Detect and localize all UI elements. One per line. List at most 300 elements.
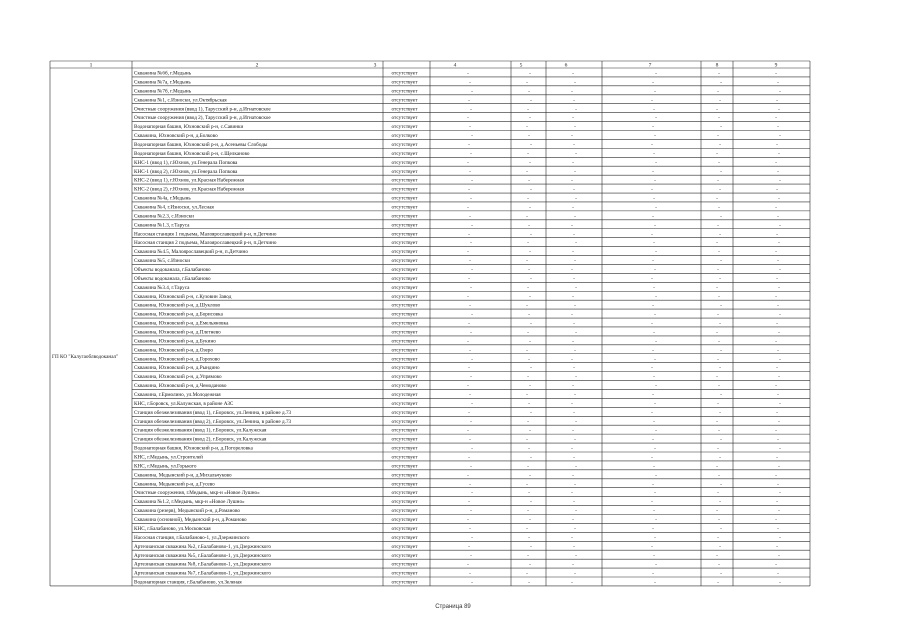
status-value: отсутствует	[391, 356, 418, 363]
dash-cell: -	[654, 133, 656, 140]
dash-cell: -	[655, 70, 657, 77]
dash-cell: -	[651, 231, 653, 238]
dash-cell: -	[653, 240, 655, 247]
object-name: Станция обезжелезивания (ввод 1), г.Боровск, ул.Ленина, в районе д.73	[134, 409, 292, 416]
dash-cell: -	[470, 106, 472, 113]
status-value: отсутствует	[391, 454, 418, 461]
dash-cell: -	[530, 231, 532, 238]
dash-cell: -	[575, 329, 577, 336]
object-name: Скважина, Юхновский р-н, д.Болково	[134, 133, 218, 140]
object-name: Скважина №3.4, г.Таруса	[134, 284, 190, 291]
dash-cell: -	[528, 445, 530, 452]
object-name: КНС, г.Балабаново, ул.Московская	[134, 525, 211, 532]
dash-cell: -	[654, 445, 656, 452]
table-row	[134, 337, 777, 344]
dash-cell: -	[526, 481, 528, 488]
dash-cell: -	[469, 79, 471, 86]
dash-cell: -	[470, 374, 472, 381]
dash-cell: -	[775, 472, 777, 479]
dash-cell: -	[720, 79, 722, 86]
dash-cell: -	[469, 168, 471, 175]
status-value: отсутствует	[391, 258, 418, 265]
table-row	[134, 392, 779, 398]
object-name: Скважина, Юхновский р-н, с.Кузовин Завод	[134, 293, 232, 300]
dash-cell: -	[572, 293, 574, 300]
dash-cell: -	[776, 231, 778, 238]
dash-cell: -	[651, 275, 653, 282]
dash-cell: -	[654, 311, 656, 318]
object-name: Очистные сооружения (ввод 2), Тарусский р-н, д.Игнатовское	[134, 115, 271, 122]
status-value: отсутствует	[391, 552, 418, 559]
dash-cell: -	[778, 508, 780, 515]
dash-cell: -	[575, 374, 577, 381]
status-value: отсутствует	[391, 472, 418, 479]
object-name: Станция обезжелезивания (ввод 2), г.Боровск, ул.Ленина, в районе д.73	[134, 418, 292, 425]
dash-cell: -	[717, 88, 719, 95]
dash-cell: -	[720, 302, 722, 309]
dash-cell: -	[468, 141, 470, 148]
object-name: Скважина, Юхновский р-н, д.Емельяновка	[134, 320, 229, 327]
dash-cell: -	[574, 436, 576, 443]
status-value: отсутствует	[391, 186, 418, 193]
status-value: отсутствует	[391, 320, 418, 327]
object-name: Водонапорная башня, Юхновский р-н, д.Асеньевы Слободы	[134, 141, 268, 148]
object-name: Скважина, Юхновский р-н, д.Плетнево	[134, 329, 221, 336]
object-name: Насосная станция 2 подъема, Малоярославецкий р-н, п.Детчино	[134, 240, 277, 247]
dash-cell: -	[777, 570, 779, 577]
dash-cell: -	[651, 365, 653, 372]
dash-cell: -	[654, 222, 656, 229]
table-row	[134, 507, 780, 514]
dash-cell: -	[528, 133, 530, 140]
dash-cell: -	[470, 284, 472, 291]
dash-cell: -	[653, 374, 655, 381]
dash-cell: -	[719, 409, 721, 416]
dash-cell: -	[716, 240, 718, 247]
dash-cell: -	[467, 517, 469, 524]
table-row	[134, 418, 780, 425]
status-value: отсутствует	[391, 490, 418, 497]
dash-cell: -	[468, 231, 470, 238]
dash-cell: -	[571, 88, 573, 95]
dash-cell: -	[527, 240, 529, 247]
dash-cell: -	[717, 445, 719, 452]
dash-cell: -	[529, 427, 531, 434]
dash-cell: -	[572, 383, 574, 390]
table-row	[134, 382, 777, 389]
dash-cell: -	[775, 115, 777, 122]
dash-cell: -	[571, 266, 573, 273]
dash-cell: -	[467, 204, 469, 211]
object-name: Очистные сооружения (ввод 1), Тарусский р-н, д.Игнатовское	[134, 106, 271, 113]
table-row	[134, 70, 777, 77]
table-row	[134, 105, 780, 112]
dash-cell: -	[527, 508, 529, 515]
dash-cell: -	[528, 490, 530, 497]
dash-cell: -	[716, 150, 718, 157]
table-row	[134, 213, 779, 219]
dash-cell: -	[653, 284, 655, 291]
object-name: Скважина (основной), Медынский р-н, д.Романово	[134, 517, 247, 524]
dash-cell: -	[471, 445, 473, 452]
dash-cell: -	[529, 517, 531, 524]
table-body	[134, 70, 781, 586]
dash-cell: -	[775, 427, 777, 434]
dash-cell: -	[651, 97, 653, 104]
dash-cell: -	[469, 302, 471, 309]
object-name: КНС, г.Медынь, ул.Горького	[134, 463, 197, 470]
dash-cell: -	[719, 275, 721, 282]
status-value: отсутствует	[391, 392, 418, 399]
dash-cell: -	[718, 472, 720, 479]
object-name: Скважина, Юхновский р-н, д.Рындино	[134, 365, 220, 372]
dash-cell: -	[655, 115, 657, 122]
table-row	[134, 159, 777, 166]
dash-cell: -	[779, 445, 781, 452]
dash-cell: -	[467, 383, 469, 390]
dash-cell: -	[572, 338, 574, 345]
dash-cell: -	[654, 356, 656, 363]
dash-cell: -	[527, 463, 529, 470]
dash-cell: -	[573, 365, 575, 372]
status-value: отсутствует	[391, 150, 418, 157]
dash-cell: -	[653, 552, 655, 559]
dash-cell: -	[719, 454, 721, 461]
dash-cell: -	[651, 454, 653, 461]
dash-cell: -	[530, 543, 532, 550]
dash-cell: -	[778, 374, 780, 381]
dash-cell: -	[529, 293, 531, 300]
header-col-number: 2	[255, 62, 259, 69]
dash-cell: -	[573, 141, 575, 148]
dash-cell: -	[718, 70, 720, 77]
dash-cell: -	[652, 436, 654, 443]
status-value: отсутствует	[391, 240, 418, 247]
dash-cell: -	[777, 258, 779, 265]
object-name: Водонапорная башня, Юхновский р-н, д.Погореловка	[134, 445, 253, 452]
table-row	[134, 275, 778, 282]
dash-cell: -	[575, 552, 577, 559]
table-row	[134, 543, 778, 550]
dash-cell: -	[571, 490, 573, 497]
dash-cell: -	[471, 266, 473, 273]
dash-cell: -	[716, 329, 718, 336]
dash-cell: -	[469, 392, 471, 399]
table-row	[134, 196, 780, 202]
dash-cell: -	[775, 293, 777, 300]
dash-cell: -	[652, 124, 654, 131]
dash-cell: -	[651, 409, 653, 416]
dash-cell: -	[526, 525, 528, 532]
dash-cell: -	[470, 329, 472, 336]
dash-cell: -	[778, 463, 780, 470]
dash-cell: -	[571, 177, 573, 184]
dash-cell: -	[654, 534, 656, 541]
dash-cell: -	[528, 266, 530, 273]
dash-cell: -	[651, 499, 653, 506]
status-value: отсутствует	[391, 311, 418, 318]
dash-cell: -	[652, 302, 654, 309]
dash-cell: -	[778, 195, 780, 202]
dash-cell: -	[717, 266, 719, 273]
status-value: отсутствует	[391, 204, 418, 211]
status-value: отсутствует	[391, 124, 418, 131]
table-row	[134, 132, 781, 139]
object-name: Скважина №4.5, Малоярославецкий р-н, п.Детчино	[134, 249, 248, 256]
dash-cell: -	[527, 195, 529, 202]
dash-cell: -	[716, 106, 718, 113]
dash-cell: -	[572, 115, 574, 122]
dash-cell: -	[574, 79, 576, 86]
dash-cell: -	[778, 552, 780, 559]
dash-cell: -	[529, 70, 531, 77]
dash-cell: -	[574, 168, 576, 175]
status-value: отсутствует	[391, 97, 418, 104]
dash-cell: -	[575, 418, 577, 425]
dash-cell: -	[651, 543, 653, 550]
dash-cell: -	[775, 159, 777, 166]
dash-cell: -	[655, 472, 657, 479]
dash-cell: -	[651, 141, 653, 148]
dash-cell: -	[718, 249, 720, 256]
dash-cell: -	[572, 249, 574, 256]
dash-cell: -	[719, 186, 721, 193]
table-row	[134, 239, 780, 246]
dash-cell: -	[471, 177, 473, 184]
table-row	[134, 123, 779, 130]
dash-cell: -	[529, 338, 531, 345]
dash-cell: -	[652, 570, 654, 577]
dash-cell: -	[777, 481, 779, 488]
table-row	[134, 579, 781, 586]
dash-cell: -	[468, 499, 470, 506]
status-value: отсутствует	[391, 275, 418, 282]
object-name: Артезианская скважина №5, г.Балабаново-1, ул.Дзержинского	[134, 552, 271, 559]
dash-cell: -	[530, 275, 532, 282]
object-name: Скважина, Юхновский р-н, д.Борисовка	[134, 311, 223, 318]
table-row	[134, 364, 778, 371]
dash-cell: -	[779, 490, 781, 497]
status-value: отсутствует	[391, 347, 418, 354]
dash-cell: -	[528, 88, 530, 95]
dash-cell: -	[574, 302, 576, 309]
dash-cell: -	[652, 392, 654, 399]
header-col-number: 1	[89, 62, 93, 69]
header-col-number: 6	[564, 62, 568, 69]
dash-cell: -	[717, 400, 719, 407]
status-value: отсутствует	[391, 213, 418, 220]
dash-cell: -	[777, 124, 779, 131]
dash-cell: -	[573, 320, 575, 327]
dash-cell: -	[776, 275, 778, 282]
object-name: КНС-1 (ввод 2), г.Юхнов, ул.Генерала Попкова	[134, 168, 238, 175]
page-footer	[0, 604, 906, 610]
dash-cell: -	[776, 320, 778, 327]
dash-cell: -	[654, 400, 656, 407]
dash-cell: -	[655, 338, 657, 345]
dash-cell: -	[467, 338, 469, 345]
dash-cell: -	[720, 570, 722, 577]
status-value: отсутствует	[391, 463, 418, 470]
dash-cell: -	[573, 275, 575, 282]
table-row	[134, 248, 777, 255]
dash-cell: -	[572, 70, 574, 77]
status-value: отсутствует	[391, 499, 418, 506]
dash-cell: -	[468, 365, 470, 372]
dash-cell: -	[471, 490, 473, 497]
table-row	[134, 454, 778, 461]
dash-cell: -	[654, 266, 656, 273]
dash-cell: -	[471, 222, 473, 229]
object-name: Очистные сооружения, г.Медынь, мкр-н «Новое Лушно»	[134, 490, 260, 497]
status-value: отсутствует	[391, 534, 418, 541]
dash-cell: -	[470, 195, 472, 202]
dash-cell: -	[717, 356, 719, 363]
dash-cell: -	[527, 552, 529, 559]
status-value: отсутствует	[391, 168, 418, 175]
dash-cell: -	[469, 124, 471, 131]
dash-cell: -	[526, 302, 528, 309]
table-row	[134, 141, 778, 148]
status-value: отсутствует	[391, 445, 418, 452]
table-row	[134, 87, 781, 94]
object-name: Скважина, г.Ермолино, ул.Молодежная	[134, 392, 221, 399]
status-value: отсутствует	[391, 418, 418, 425]
dash-cell: -	[574, 525, 576, 532]
status-value: отсутствует	[391, 436, 418, 443]
dash-cell: -	[467, 427, 469, 434]
table-row	[134, 534, 781, 541]
dash-cell: -	[775, 249, 777, 256]
dash-cell: -	[529, 561, 531, 568]
object-name: Скважина, Юхновский р-н, д.Букино	[134, 338, 216, 345]
object-name: Скважина №4а, г.Медынь	[134, 195, 191, 202]
dash-cell: -	[720, 436, 722, 443]
table-row	[134, 570, 779, 577]
dash-cell: -	[571, 222, 573, 229]
dash-cell: -	[526, 258, 528, 265]
dash-cell: -	[469, 258, 471, 265]
table-row	[134, 311, 781, 318]
dash-cell: -	[655, 383, 657, 390]
dash-cell: -	[470, 508, 472, 515]
dash-cell: -	[530, 186, 532, 193]
dash-cell: -	[527, 150, 529, 157]
table-row	[134, 177, 781, 184]
dash-cell: -	[571, 356, 573, 363]
dash-cell: -	[469, 436, 471, 443]
dash-cell: -	[778, 150, 780, 157]
dash-cell: -	[651, 186, 653, 193]
dash-cell: -	[718, 159, 720, 166]
dash-cell: -	[717, 222, 719, 229]
object-name: КНС, г.Медынь, ул.Строителей	[134, 454, 203, 461]
header-col-number: 7	[648, 62, 652, 69]
dash-cell: -	[468, 275, 470, 282]
dash-cell: -	[776, 186, 778, 193]
dash-cell: -	[718, 561, 720, 568]
dash-cell: -	[574, 258, 576, 265]
status-value: отсутствует	[391, 338, 418, 345]
status-value: отсутствует	[391, 293, 418, 300]
dash-cell: -	[719, 543, 721, 550]
table-row	[134, 436, 779, 443]
dash-cell: -	[717, 534, 719, 541]
dash-cell: -	[571, 400, 573, 407]
status-value: отсутствует	[391, 570, 418, 577]
dash-cell: -	[653, 329, 655, 336]
status-value: отсутствует	[391, 525, 418, 532]
object-name: Скважина, Юхновский р-н, д.Озеро	[134, 347, 213, 354]
dash-cell: -	[469, 213, 471, 220]
dash-cell: -	[717, 177, 719, 184]
dash-cell: -	[653, 508, 655, 515]
dash-cell: -	[575, 106, 577, 113]
status-value: отсутствует	[391, 579, 418, 586]
object-name: Скважина №1, с.Износки, ул.Октябрьская	[134, 97, 227, 104]
dash-cell: -	[529, 249, 531, 256]
object-name: Артезианская скважина №7, г.Балабаново-1, ул.Дзержинского	[134, 570, 271, 577]
dash-cell: -	[470, 150, 472, 157]
dash-cell: -	[720, 481, 722, 488]
status-value: отсутствует	[391, 159, 418, 166]
dash-cell: -	[469, 347, 471, 354]
dash-cell: -	[779, 400, 781, 407]
table-row	[134, 266, 781, 273]
table-row	[134, 302, 779, 309]
status-value: отсутствует	[391, 266, 418, 273]
object-name: Скважина №7б, г.Медынь	[134, 88, 192, 95]
dash-cell: -	[574, 213, 576, 220]
dash-cell: -	[467, 159, 469, 166]
dash-cell: -	[776, 543, 778, 550]
table-row	[134, 409, 778, 416]
dash-cell: -	[779, 534, 781, 541]
dash-cell: -	[467, 561, 469, 568]
object-name: Скважина №7а, г.Медынь	[134, 79, 191, 86]
dash-cell: -	[530, 141, 532, 148]
dash-cell: -	[779, 311, 781, 318]
dash-cell: -	[572, 517, 574, 524]
status-value: отсутствует	[391, 115, 418, 122]
dash-cell: -	[720, 168, 722, 175]
dash-cell: -	[720, 213, 722, 220]
dash-cell: -	[777, 347, 779, 354]
dash-cell: -	[778, 240, 780, 247]
table-row	[134, 285, 780, 291]
dash-cell: -	[654, 579, 656, 586]
status-value: отсутствует	[391, 517, 418, 524]
dash-cell: -	[470, 463, 472, 470]
dash-cell: -	[530, 454, 532, 461]
dash-cell: -	[470, 418, 472, 425]
table-row	[134, 427, 777, 434]
object-name: Объекты водоканала, г.Балабаново	[134, 275, 211, 282]
dash-cell: -	[653, 418, 655, 425]
object-name: Водонапорная башня, Юхновский р-н, с.Савинки	[134, 124, 244, 131]
dash-cell: -	[718, 204, 720, 211]
dash-cell: -	[526, 124, 528, 131]
dash-cell: -	[468, 97, 470, 104]
dash-cell: -	[527, 329, 529, 336]
dash-cell: -	[652, 258, 654, 265]
object-name: Артезианская скважина №2, г.Балабаново-1, ул.Дзержинского	[134, 543, 271, 550]
table-row	[134, 96, 778, 103]
dash-cell: -	[572, 427, 574, 434]
dash-cell: -	[467, 249, 469, 256]
table-row	[134, 355, 781, 362]
dash-cell: -	[654, 88, 656, 95]
